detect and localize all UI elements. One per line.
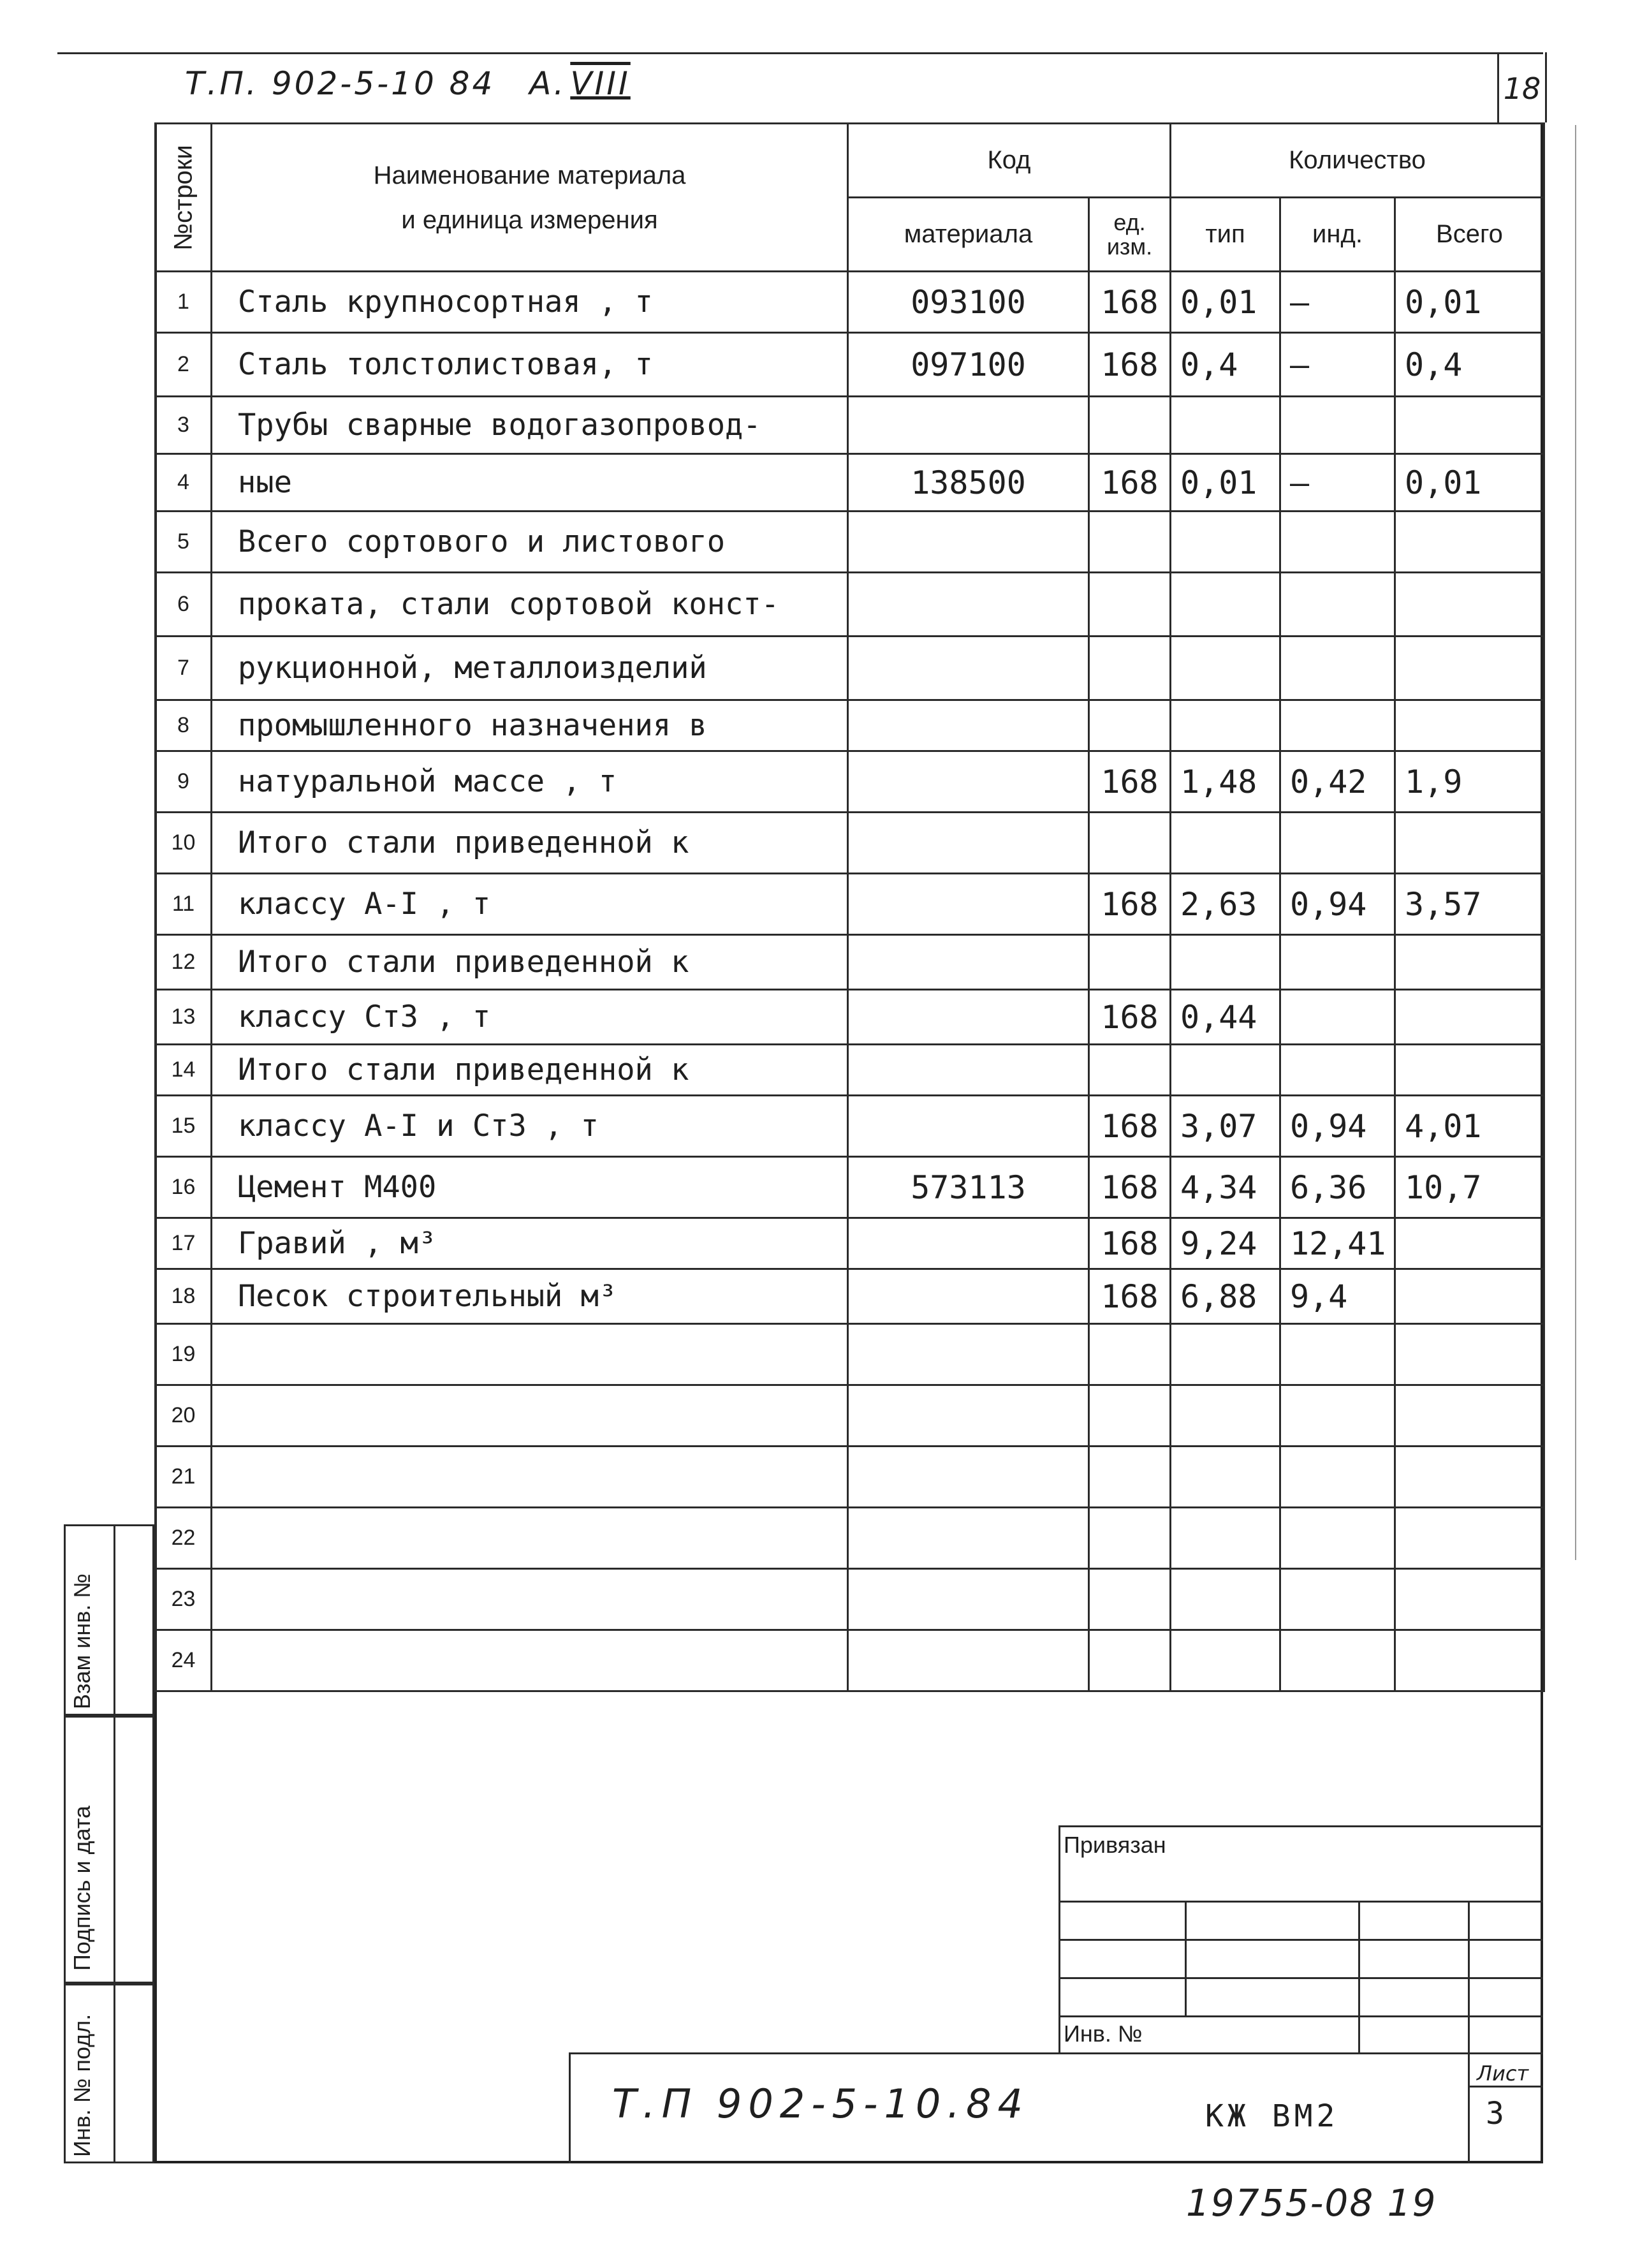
- unit-code: 168: [1089, 751, 1171, 813]
- quantity-typ: [1171, 512, 1280, 573]
- material-code: [848, 935, 1089, 990]
- table-row: [156, 1385, 1544, 1447]
- unit-code: [1089, 700, 1171, 751]
- row-number: 17: [156, 1218, 212, 1269]
- top-rule: [57, 52, 1543, 54]
- label-vzam: Взам инв. №: [69, 1573, 95, 1709]
- material-code: 138500: [848, 454, 1089, 512]
- unit-code: [1089, 1045, 1171, 1096]
- quantity-ind: –: [1280, 272, 1395, 333]
- quantity-ind: 12,41: [1280, 1218, 1395, 1269]
- unit-code: [1089, 1630, 1171, 1691]
- material-name: рукционной, металлоизделий: [212, 637, 848, 700]
- unit-code: 168: [1089, 1269, 1171, 1324]
- materials-table: [154, 122, 1545, 1692]
- archive-number: 19755-08 19: [1186, 2181, 1437, 2225]
- table-row: [156, 1569, 1544, 1630]
- quantity-typ: 3,07: [1171, 1096, 1280, 1157]
- table-row: [156, 990, 1544, 1045]
- quantity-total: [1395, 637, 1544, 700]
- unit-code: [1089, 1324, 1171, 1385]
- row-number: 24: [156, 1630, 212, 1691]
- header-total: Всего: [1395, 198, 1544, 272]
- material-code: [848, 751, 1089, 813]
- material-code: [848, 1630, 1089, 1691]
- row-number: 12: [156, 935, 212, 990]
- doc-code: Т.П. 902-5-10 84: [185, 65, 495, 102]
- quantity-ind: [1280, 990, 1395, 1045]
- title-block-mark: КЖ ВМ2: [1205, 2098, 1339, 2134]
- material-code: [848, 1385, 1089, 1447]
- quantity-typ: 0,01: [1171, 272, 1280, 333]
- quantity-ind: [1280, 700, 1395, 751]
- material-name: [212, 1569, 848, 1630]
- quantity-ind: 6,36: [1280, 1157, 1395, 1218]
- row-number: 22: [156, 1508, 212, 1569]
- quantity-total: 0,4: [1395, 333, 1544, 397]
- quantity-total: [1395, 990, 1544, 1045]
- quantity-total: [1395, 397, 1544, 454]
- label-inv-podl: Инв. № подл.: [69, 2014, 95, 2157]
- quantity-typ: 0,44: [1171, 990, 1280, 1045]
- quantity-typ: [1171, 1447, 1280, 1508]
- unit-code: 168: [1089, 333, 1171, 397]
- material-name: [212, 1324, 848, 1385]
- row-number: 19: [156, 1324, 212, 1385]
- quantity-ind: [1280, 1630, 1395, 1691]
- unit-code: [1089, 813, 1171, 874]
- material-code: [848, 397, 1089, 454]
- material-name: классу А-I и Ст3 , т: [212, 1096, 848, 1157]
- quantity-typ: 0,4: [1171, 333, 1280, 397]
- table-row: [156, 935, 1544, 990]
- unit-code: 168: [1089, 454, 1171, 512]
- row-number: 3: [156, 397, 212, 454]
- header-name: Наименование материала и единица измерения: [212, 124, 848, 272]
- quantity-ind: [1280, 1385, 1395, 1447]
- quantity-ind: 0,94: [1280, 1096, 1395, 1157]
- material-name: [212, 1447, 848, 1508]
- document-header: [185, 65, 631, 102]
- quantity-total: 1,9: [1395, 751, 1544, 813]
- quantity-ind: 0,94: [1280, 874, 1395, 935]
- material-code: [848, 637, 1089, 700]
- quantity-typ: [1171, 1385, 1280, 1447]
- table-row: [156, 874, 1544, 935]
- quantity-ind: –: [1280, 454, 1395, 512]
- header-code: Код: [848, 124, 1171, 198]
- unit-code: [1089, 637, 1171, 700]
- quantity-ind: [1280, 512, 1395, 573]
- table-row: [156, 1096, 1544, 1157]
- unit-code: [1089, 1447, 1171, 1508]
- quantity-ind: [1280, 1324, 1395, 1385]
- material-code: [848, 1569, 1089, 1630]
- quantity-total: 0,01: [1395, 272, 1544, 333]
- table-row: [156, 1508, 1544, 1569]
- material-name: классу Ст3 , т: [212, 990, 848, 1045]
- quantity-ind: [1280, 1045, 1395, 1096]
- quantity-ind: –: [1280, 333, 1395, 397]
- material-name: [212, 1630, 848, 1691]
- quantity-typ: 2,63: [1171, 874, 1280, 935]
- material-code: [848, 1447, 1089, 1508]
- quantity-ind: [1280, 1508, 1395, 1569]
- row-number: 6: [156, 573, 212, 637]
- table-row: [156, 1157, 1544, 1218]
- quantity-typ: [1171, 700, 1280, 751]
- material-code: [848, 512, 1089, 573]
- unit-code: 168: [1089, 1157, 1171, 1218]
- quantity-typ: [1171, 1508, 1280, 1569]
- table-row: [156, 751, 1544, 813]
- table-row: [156, 700, 1544, 751]
- row-number: 18: [156, 1269, 212, 1324]
- quantity-ind: [1280, 397, 1395, 454]
- row-number: 9: [156, 751, 212, 813]
- quantity-ind: [1280, 1569, 1395, 1630]
- unit-code: [1089, 397, 1171, 454]
- material-name: Всего сортового и листового: [212, 512, 848, 573]
- row-number: 23: [156, 1569, 212, 1630]
- table-row: [156, 1630, 1544, 1691]
- label-privyazan: Привязан: [1064, 1832, 1166, 1858]
- quantity-ind: [1280, 1447, 1395, 1508]
- table-row: [156, 637, 1544, 700]
- header-row-top: [156, 124, 1544, 198]
- table-row: [156, 1045, 1544, 1096]
- row-number: 10: [156, 813, 212, 874]
- header-material: материала: [848, 198, 1089, 272]
- quantity-total: [1395, 1045, 1544, 1096]
- quantity-total: [1395, 813, 1544, 874]
- header-ind: инд.: [1280, 198, 1395, 272]
- material-name: Цемент М400: [212, 1157, 848, 1218]
- material-code: [848, 1218, 1089, 1269]
- sheet-value: 3: [1486, 2096, 1504, 2132]
- table-row: [156, 272, 1544, 333]
- label-podpis: Подпись и дата: [69, 1806, 95, 1971]
- quantity-total: [1395, 1569, 1544, 1630]
- unit-code: 168: [1089, 990, 1171, 1045]
- quantity-total: [1395, 935, 1544, 990]
- quantity-total: 0,01: [1395, 454, 1544, 512]
- row-number: 4: [156, 454, 212, 512]
- quantity-typ: 0,01: [1171, 454, 1280, 512]
- unit-code: [1089, 1569, 1171, 1630]
- unit-code: 168: [1089, 272, 1171, 333]
- row-number: 21: [156, 1447, 212, 1508]
- table-row: [156, 813, 1544, 874]
- table-row: [156, 397, 1544, 454]
- unit-code: 168: [1089, 874, 1171, 935]
- quantity-typ: [1171, 637, 1280, 700]
- quantity-typ: [1171, 1569, 1280, 1630]
- material-name: Песок строительный м³: [212, 1269, 848, 1324]
- material-code: 093100: [848, 272, 1089, 333]
- quantity-typ: [1171, 1324, 1280, 1385]
- material-name: [212, 1508, 848, 1569]
- table-row: [156, 1447, 1544, 1508]
- quantity-total: [1395, 1269, 1544, 1324]
- title-block-code: Т.П 902-5-10.84: [612, 2080, 1029, 2127]
- material-code: [848, 874, 1089, 935]
- row-number: 13: [156, 990, 212, 1045]
- sheet-label: Лист: [1477, 2061, 1529, 2086]
- quantity-ind: 0,42: [1280, 751, 1395, 813]
- material-code: [848, 1324, 1089, 1385]
- material-code: [848, 990, 1089, 1045]
- quantity-total: [1395, 1324, 1544, 1385]
- row-number: 20: [156, 1385, 212, 1447]
- material-name: [212, 1385, 848, 1447]
- page-number: 18: [1503, 71, 1541, 106]
- table-row: [156, 573, 1544, 637]
- quantity-typ: [1171, 813, 1280, 874]
- table-body: [156, 272, 1544, 1691]
- unit-code: [1089, 935, 1171, 990]
- row-number: 11: [156, 874, 212, 935]
- row-number: 5: [156, 512, 212, 573]
- quantity-typ: [1171, 573, 1280, 637]
- table-row: [156, 1324, 1544, 1385]
- album-prefix: А.: [529, 65, 567, 102]
- quantity-total: [1395, 1447, 1544, 1508]
- material-name: проката, стали сортовой конст-: [212, 573, 848, 637]
- quantity-total: [1395, 573, 1544, 637]
- row-number: 2: [156, 333, 212, 397]
- table-row: [156, 1269, 1544, 1324]
- row-number: 1: [156, 272, 212, 333]
- quantity-typ: 6,88: [1171, 1269, 1280, 1324]
- row-number: 14: [156, 1045, 212, 1096]
- quantity-total: [1395, 700, 1544, 751]
- material-name: Итого стали приведенной к: [212, 935, 848, 990]
- table-row: [156, 333, 1544, 397]
- label-inv-no: Инв. №: [1064, 2021, 1143, 2047]
- unit-code: [1089, 512, 1171, 573]
- quantity-total: [1395, 1630, 1544, 1691]
- table-row: [156, 454, 1544, 512]
- table-row: [156, 1218, 1544, 1269]
- quantity-total: 10,7: [1395, 1157, 1544, 1218]
- quantity-typ: 4,34: [1171, 1157, 1280, 1218]
- quantity-ind: [1280, 637, 1395, 700]
- material-code: [848, 1269, 1089, 1324]
- table-row: [156, 512, 1544, 573]
- quantity-ind: 9,4: [1280, 1269, 1395, 1324]
- material-name: классу А-I , т: [212, 874, 848, 935]
- material-name: Итого стали приведенной к: [212, 813, 848, 874]
- header-row-no: №строки: [156, 124, 212, 272]
- header-quantity: Количество: [1171, 124, 1544, 198]
- quantity-typ: [1171, 397, 1280, 454]
- material-code: [848, 1045, 1089, 1096]
- material-name: Гравий , м³: [212, 1218, 848, 1269]
- quantity-total: [1395, 512, 1544, 573]
- quantity-total: [1395, 1508, 1544, 1569]
- row-number: 7: [156, 637, 212, 700]
- quantity-ind: [1280, 935, 1395, 990]
- quantity-ind: [1280, 573, 1395, 637]
- right-margin-line: [1575, 125, 1576, 1560]
- quantity-total: [1395, 1218, 1544, 1269]
- row-number: 15: [156, 1096, 212, 1157]
- album-roman: VIII: [570, 65, 631, 102]
- header-typ: тип: [1171, 198, 1280, 272]
- quantity-typ: [1171, 1045, 1280, 1096]
- quantity-typ: [1171, 1630, 1280, 1691]
- material-code: [848, 700, 1089, 751]
- quantity-ind: [1280, 813, 1395, 874]
- row-number: 8: [156, 700, 212, 751]
- material-code: [848, 813, 1089, 874]
- unit-code: 168: [1089, 1096, 1171, 1157]
- unit-code: [1089, 1385, 1171, 1447]
- quantity-total: [1395, 1385, 1544, 1447]
- quantity-typ: 9,24: [1171, 1218, 1280, 1269]
- material-name: натуральной массе , т: [212, 751, 848, 813]
- row-number: 16: [156, 1157, 212, 1218]
- quantity-typ: 1,48: [1171, 751, 1280, 813]
- unit-code: [1089, 573, 1171, 637]
- material-code: [848, 1508, 1089, 1569]
- material-code: [848, 1096, 1089, 1157]
- material-name: промышленного назначения в: [212, 700, 848, 751]
- quantity-total: 4,01: [1395, 1096, 1544, 1157]
- material-name: Сталь толстолистовая, т: [212, 333, 848, 397]
- material-code: 097100: [848, 333, 1089, 397]
- material-code: 573113: [848, 1157, 1089, 1218]
- unit-code: [1089, 1508, 1171, 1569]
- material-name: Сталь крупносортная , т: [212, 272, 848, 333]
- material-name: Трубы сварные водогазопровод-: [212, 397, 848, 454]
- unit-code: 168: [1089, 1218, 1171, 1269]
- material-code: [848, 573, 1089, 637]
- material-name: ные: [212, 454, 848, 512]
- header-unit: ед. изм.: [1089, 198, 1171, 272]
- quantity-typ: [1171, 935, 1280, 990]
- quantity-total: 3,57: [1395, 874, 1544, 935]
- material-name: Итого стали приведенной к: [212, 1045, 848, 1096]
